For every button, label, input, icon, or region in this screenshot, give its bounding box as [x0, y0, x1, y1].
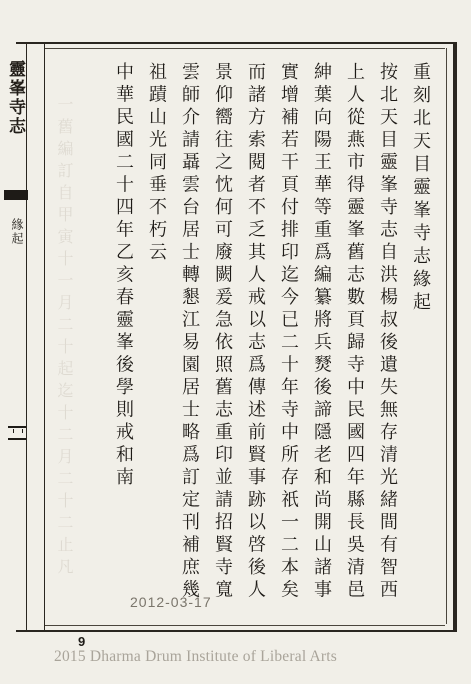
text-column: 實增補若干頁付排印迄今已二十年寺中所存祇一二本矣	[278, 62, 299, 602]
watermark: 2015 Dharma Drum Institute of Liberal Arts	[54, 648, 338, 665]
text-column: 紳葉向陽王華等重爲編纂將兵燹後諦隱老和尚開山諸事	[311, 62, 332, 602]
text-column: 祖蹟山光同垂不朽云	[146, 62, 167, 265]
right-frame-thin	[446, 48, 447, 624]
text-column: 雲師介請聶雲台居士轉懇江易園居士略爲訂定刊補庶幾	[179, 62, 200, 602]
spine-section-label: 緣起	[10, 218, 24, 246]
right-frame-thick	[453, 42, 457, 630]
fishtail-mark-icon	[4, 190, 28, 200]
text-column: 景仰嚮往之忱何可廢闕爰急依照舊志重印並請招賢寺寬	[212, 62, 233, 602]
text-column: 而諸方索閱者不乏其人戒以志爲傳述前賢事跡以啓後人	[245, 62, 266, 602]
page-number: 9	[78, 634, 86, 649]
text-column: 上人從燕市得靈峯舊志數頁歸寺中民國四年縣長吳清邑	[344, 62, 365, 602]
folio-number-mark	[8, 426, 26, 440]
folio-glyph-icon	[13, 429, 23, 433]
vertical-text-block	[107, 62, 437, 602]
text-column: 按北天目靈峯寺志自洪楊叔後遺失無存清光緒間有智西	[377, 62, 398, 602]
signature-column: 中華民國二十四年乙亥春靈峯後學則戒和南	[113, 62, 134, 490]
spine-title: 靈峯寺志	[5, 60, 25, 136]
bleed-through-text: 一舊編訂自甲寅十一月二十起迄十二月二十二止凡	[55, 96, 74, 580]
date-stamp: 2012-03-17	[130, 594, 212, 610]
preface-title: 重刻北天目靈峯寺志緣起	[410, 62, 431, 315]
